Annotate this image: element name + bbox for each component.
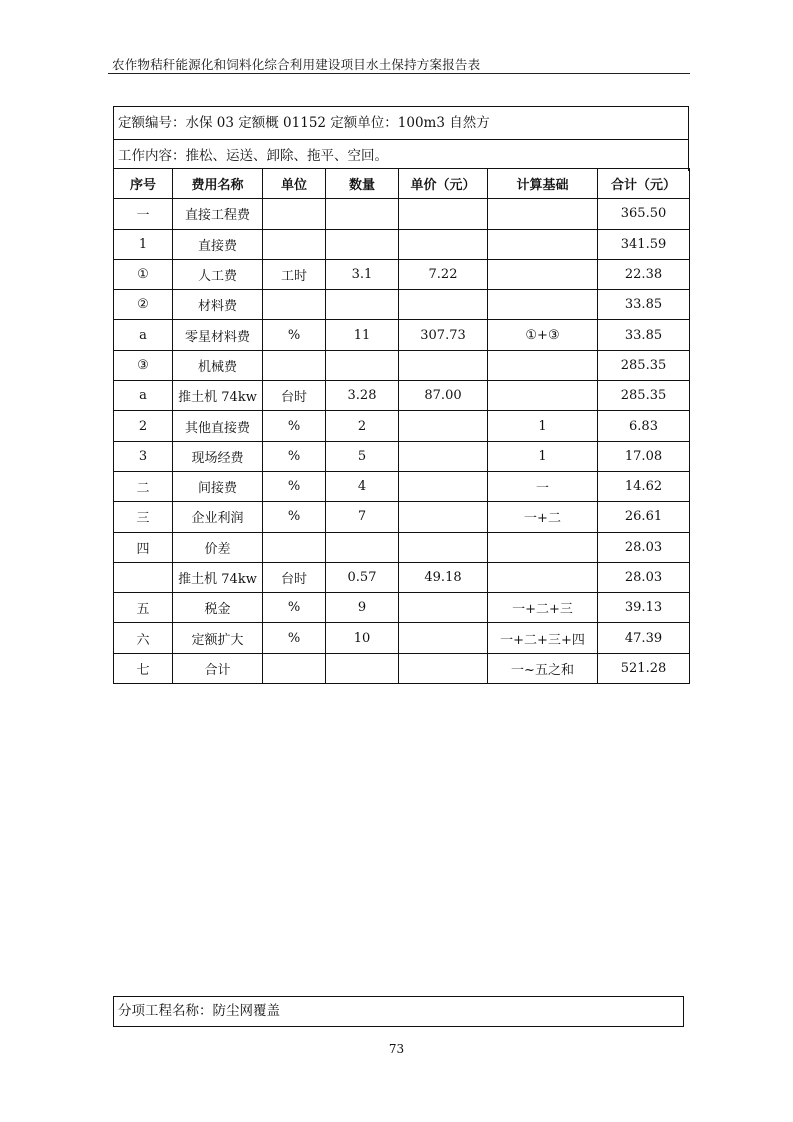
table-row xyxy=(114,502,690,532)
cell-unit-price xyxy=(399,623,488,653)
cell-unit: % xyxy=(263,411,326,441)
cell-cost-name: 其他直接费 xyxy=(173,411,263,441)
cell-calc-basis: ①+③ xyxy=(488,320,598,350)
cell-unit: % xyxy=(263,502,326,532)
cell-quantity: 3.1 xyxy=(326,259,399,289)
column-header-unit: 单位 xyxy=(263,169,326,199)
cell-unit: % xyxy=(263,623,326,653)
cell-cost-name: 定额扩大 xyxy=(173,623,263,653)
cell-cost-name: 机械费 xyxy=(173,350,263,380)
cell-total: 341.59 xyxy=(598,229,690,259)
cell-total: 33.85 xyxy=(598,290,690,320)
cell-calc-basis: 一+二+三+四 xyxy=(488,623,598,653)
cell-calc-basis: 一 xyxy=(488,471,598,501)
cell-unit-price: 49.18 xyxy=(399,562,488,592)
cell-total: 14.62 xyxy=(598,471,690,501)
cell-seq: 四 xyxy=(114,532,173,562)
cell-cost-name: 合计 xyxy=(173,653,263,683)
table-row xyxy=(114,562,690,592)
cell-unit xyxy=(263,290,326,320)
table-row xyxy=(114,593,690,623)
cell-unit-price xyxy=(399,502,488,532)
table-row xyxy=(114,471,690,501)
cell-seq: 3 xyxy=(114,441,173,471)
cell-cost-name: 现场经费 xyxy=(173,441,263,471)
cell-total: 26.61 xyxy=(598,502,690,532)
cell-seq: 七 xyxy=(114,653,173,683)
cell-quantity xyxy=(326,290,399,320)
cell-quantity: 3.28 xyxy=(326,381,399,411)
cell-unit-price xyxy=(399,229,488,259)
cell-calc-basis xyxy=(488,199,598,229)
cell-seq: 一 xyxy=(114,199,173,229)
cell-calc-basis: 一+二+三 xyxy=(488,593,598,623)
cell-unit xyxy=(263,532,326,562)
cell-calc-basis: 1 xyxy=(488,441,598,471)
cell-quantity: 11 xyxy=(326,320,399,350)
cell-quantity xyxy=(326,653,399,683)
cell-quantity: 4 xyxy=(326,471,399,501)
table-row xyxy=(114,290,690,320)
unit-price-table xyxy=(113,168,690,684)
cell-seq: 2 xyxy=(114,411,173,441)
cell-unit: % xyxy=(263,441,326,471)
column-header-cost-name: 费用名称 xyxy=(173,169,263,199)
cell-quantity xyxy=(326,532,399,562)
cell-total: 17.08 xyxy=(598,441,690,471)
cell-unit: % xyxy=(263,471,326,501)
cell-unit: 台时 xyxy=(263,381,326,411)
work-content-line: 工作内容：推松、运送、卸除、拖平、空回。 xyxy=(114,139,688,171)
cell-quantity xyxy=(326,229,399,259)
cell-seq: ① xyxy=(114,259,173,289)
cell-unit-price xyxy=(399,411,488,441)
cell-calc-basis xyxy=(488,229,598,259)
cell-quantity xyxy=(326,199,399,229)
cell-cost-name: 零星材料费 xyxy=(173,320,263,350)
cell-unit-price xyxy=(399,593,488,623)
cell-unit-price xyxy=(399,653,488,683)
cell-unit-price xyxy=(399,471,488,501)
cell-cost-name: 间接费 xyxy=(173,471,263,501)
cell-cost-name: 人工费 xyxy=(173,259,263,289)
cell-seq: a xyxy=(114,381,173,411)
cell-cost-name: 推土机 74kw xyxy=(173,381,263,411)
table-row xyxy=(114,623,690,653)
cell-calc-basis: 一~五之和 xyxy=(488,653,598,683)
cell-calc-basis xyxy=(488,350,598,380)
cell-total: 6.83 xyxy=(598,411,690,441)
cell-unit-price xyxy=(399,350,488,380)
table-row xyxy=(114,441,690,471)
cell-total: 521.28 xyxy=(598,653,690,683)
cell-total: 28.03 xyxy=(598,532,690,562)
document-header-title: 农作物秸秆能源化和饲料化综合利用建设项目水土保持方案报告表 xyxy=(112,57,481,72)
column-header-total: 合计（元） xyxy=(598,169,690,199)
subproject-name-box: 分项工程名称：防尘网覆盖 xyxy=(113,996,684,1027)
cell-unit-price xyxy=(399,290,488,320)
table-row xyxy=(114,350,690,380)
cell-unit xyxy=(263,199,326,229)
table-row xyxy=(114,199,690,229)
cell-unit-price xyxy=(399,199,488,229)
column-header-calc-basis: 计算基础 xyxy=(488,169,598,199)
page-number: 73 xyxy=(388,1042,405,1056)
cell-unit xyxy=(263,229,326,259)
cell-total: 28.03 xyxy=(598,562,690,592)
cell-total: 285.35 xyxy=(598,350,690,380)
cell-seq: 三 xyxy=(114,502,173,532)
column-header-seq: 序号 xyxy=(114,169,173,199)
cell-seq: 1 xyxy=(114,229,173,259)
cell-cost-name: 税金 xyxy=(173,593,263,623)
cell-quantity: 0.57 xyxy=(326,562,399,592)
cell-quantity: 5 xyxy=(326,441,399,471)
cell-unit-price xyxy=(399,532,488,562)
quota-info-box xyxy=(113,106,689,171)
cell-total: 39.13 xyxy=(598,593,690,623)
cell-total: 22.38 xyxy=(598,259,690,289)
cell-seq: 六 xyxy=(114,623,173,653)
cell-seq: 二 xyxy=(114,471,173,501)
cell-total: 47.39 xyxy=(598,623,690,653)
cell-quantity: 2 xyxy=(326,411,399,441)
column-header-quantity: 数量 xyxy=(326,169,399,199)
cell-cost-name: 价差 xyxy=(173,532,263,562)
cell-seq: a xyxy=(114,320,173,350)
cell-cost-name: 直接工程费 xyxy=(173,199,263,229)
cell-calc-basis xyxy=(488,259,598,289)
cell-total: 285.35 xyxy=(598,381,690,411)
cell-total: 365.50 xyxy=(598,199,690,229)
cell-quantity: 10 xyxy=(326,623,399,653)
cell-unit: 工时 xyxy=(263,259,326,289)
cell-calc-basis xyxy=(488,532,598,562)
cell-calc-basis: 一+二 xyxy=(488,502,598,532)
table-row xyxy=(114,229,690,259)
table-header-row xyxy=(114,169,690,199)
cell-unit-price: 307.73 xyxy=(399,320,488,350)
cell-cost-name: 直接费 xyxy=(173,229,263,259)
table-row xyxy=(114,259,690,289)
cell-quantity xyxy=(326,350,399,380)
cell-unit-price: 7.22 xyxy=(399,259,488,289)
cell-unit: 台时 xyxy=(263,562,326,592)
cell-unit: % xyxy=(263,320,326,350)
cell-unit-price xyxy=(399,441,488,471)
table-row xyxy=(114,532,690,562)
cell-seq xyxy=(114,562,173,592)
cell-quantity: 9 xyxy=(326,593,399,623)
cell-calc-basis xyxy=(488,290,598,320)
column-header-unit-price: 单价（元） xyxy=(399,169,488,199)
table-row xyxy=(114,381,690,411)
cell-calc-basis xyxy=(488,562,598,592)
header-divider xyxy=(108,73,690,74)
cell-seq: ③ xyxy=(114,350,173,380)
table-row xyxy=(114,411,690,441)
cell-seq: ② xyxy=(114,290,173,320)
quota-number-line: 定额编号：水保 03 定额概 01152 定额单位：100m3 自然方 xyxy=(118,115,490,131)
cell-seq: 五 xyxy=(114,593,173,623)
cell-unit xyxy=(263,350,326,380)
cell-unit-price: 87.00 xyxy=(399,381,488,411)
cell-cost-name: 材料费 xyxy=(173,290,263,320)
cell-quantity: 7 xyxy=(326,502,399,532)
cell-cost-name: 推土机 74kw xyxy=(173,562,263,592)
cell-unit: % xyxy=(263,593,326,623)
table-row xyxy=(114,653,690,683)
cell-unit xyxy=(263,653,326,683)
table-body xyxy=(114,199,690,684)
table-row xyxy=(114,320,690,350)
cell-calc-basis: 1 xyxy=(488,411,598,441)
cell-cost-name: 企业利润 xyxy=(173,502,263,532)
cell-total: 33.85 xyxy=(598,320,690,350)
cell-calc-basis xyxy=(488,381,598,411)
